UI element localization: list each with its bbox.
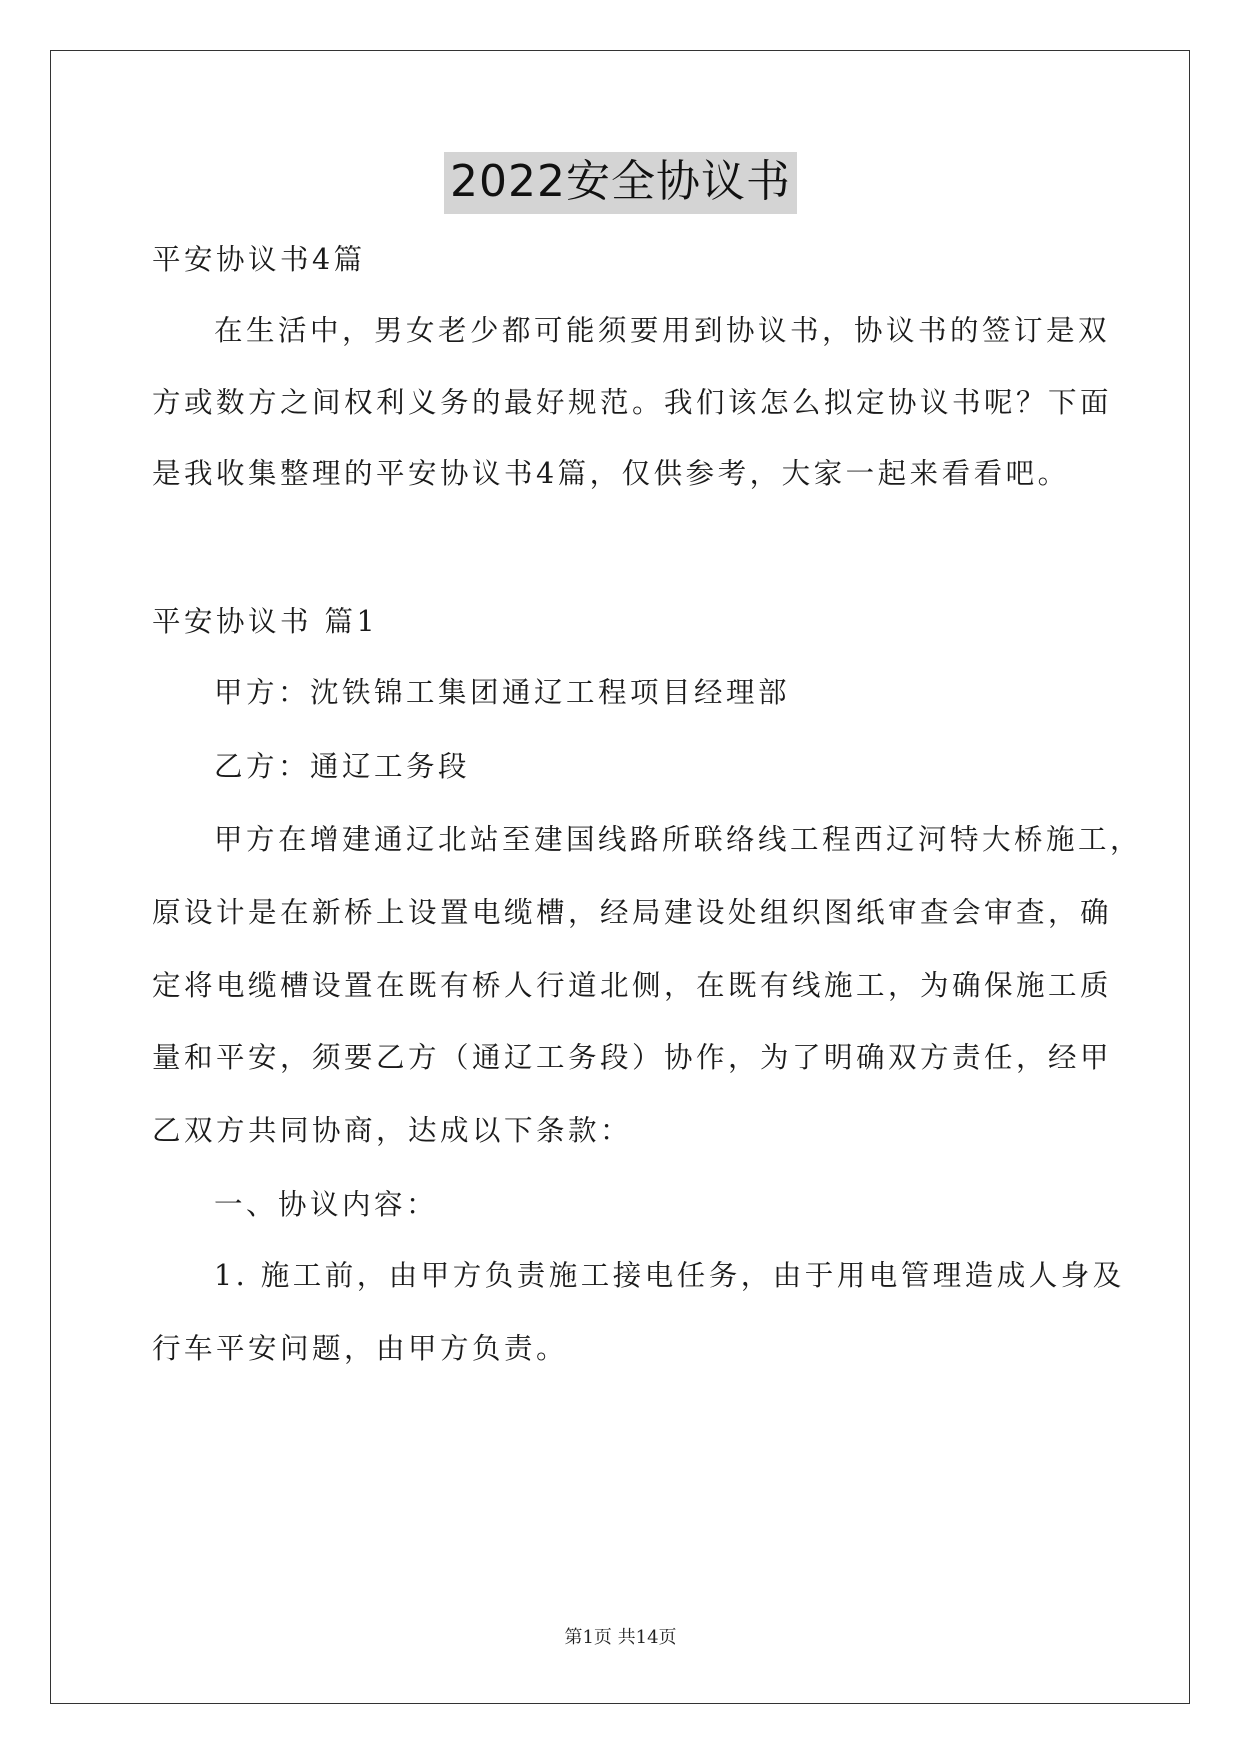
page-footer: 第1页 共14页 <box>564 1627 677 1648</box>
intro-line-2: 方或数方之间权利义务的最好规范。我们该怎么拟定协议书呢？下面 <box>152 386 1113 419</box>
clause-1-line-2: 行车平安问题，由甲方负责。 <box>152 1332 569 1365</box>
document-title: 2022安全协议书 <box>444 152 797 214</box>
body-line-4: 量和平安，须要乙方（通辽工务段）协作，为了明确双方责任，经甲 <box>152 1041 1113 1074</box>
body-line-1: 甲方在增建通辽北站至建国线路所联络线工程西辽河特大桥施工， <box>214 823 1143 856</box>
intro-line-1: 在生活中，男女老少都可能须要用到协议书，协议书的签订是双 <box>214 314 1111 347</box>
subtitle-line: 平安协议书4篇 <box>152 243 366 276</box>
party-b-line: 乙方：通辽工务段 <box>214 750 471 783</box>
clause-heading: 一、协议内容： <box>214 1188 439 1221</box>
intro-line-3: 是我收集整理的平安协议书4篇，仅供参考，大家一起来看看吧。 <box>152 457 1070 490</box>
section-heading: 平安协议书 篇1 <box>152 605 379 638</box>
body-line-5: 乙双方共同协商，达成以下条款： <box>152 1114 633 1147</box>
title-container <box>0 152 1241 214</box>
clause-1-line-1: 1. 施工前，由甲方负责施工接电任务，由于用电管理造成人身及 <box>214 1259 1125 1292</box>
body-line-2: 原设计是在新桥上设置电缆槽，经局建设处组织图纸审查会审查，确 <box>152 896 1113 929</box>
party-a-line: 甲方：沈铁锦工集团通辽工程项目经理部 <box>214 676 791 709</box>
body-line-3: 定将电缆槽设置在既有桥人行道北侧，在既有线施工，为确保施工质 <box>152 969 1113 1002</box>
page-border <box>50 50 1190 1704</box>
